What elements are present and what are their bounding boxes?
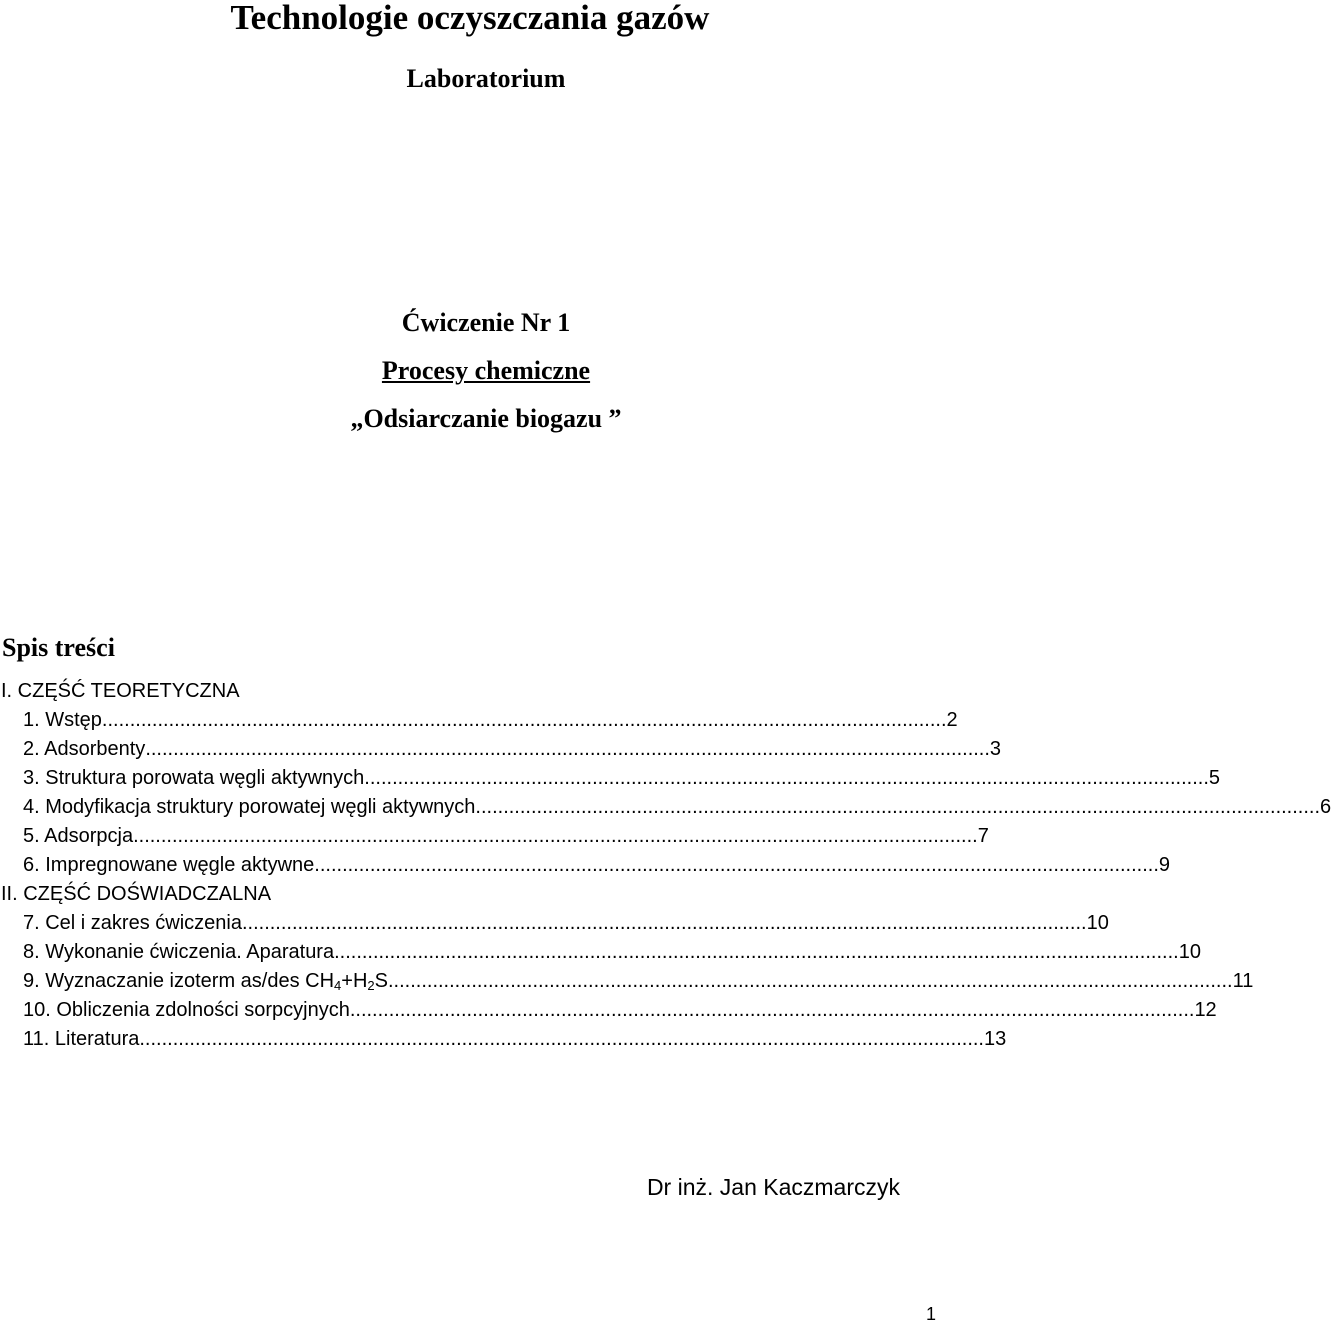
toc-entry[interactable] [23, 793, 1331, 822]
page-number: 1 [925, 1304, 936, 1324]
toc-entry-page: 5 [1208, 767, 1221, 789]
toc-entry-title: 3. Struktura porowata węgli aktywnych [23, 767, 365, 789]
toc-entry[interactable] [23, 909, 1109, 938]
toc-entry-title-prefix: 9. Wyznaczanie izoterm as/des CH [23, 970, 335, 992]
subscript-2: 2 [367, 978, 375, 993]
toc-leader-dots: ........................................................................................................................................................ [387, 970, 1233, 992]
toc-entry-page: 7 [977, 825, 989, 847]
toc-entry[interactable] [23, 822, 989, 851]
toc-entry-title: 4. Modyfikacja struktury porowatej węgli aktywnych [23, 796, 476, 818]
toc-leader-dots: ........................................................................................................................................................ [349, 999, 1195, 1021]
toc-entry-page: 9 [1158, 854, 1171, 876]
toc-entry-title: 5. Adsorpcja [23, 825, 134, 847]
toc-part-experimental: II. CZĘŚĆ DOŚWIADCZALNA [1, 883, 272, 905]
document-subtitle: Laboratorium [406, 64, 566, 93]
toc-entry-title: 11. Literatura [23, 1028, 140, 1050]
toc-entry-title: 10. Obliczenia zdolności sorpcyjnych [23, 999, 350, 1021]
toc-entry-page: 11 [1232, 970, 1254, 992]
exercise-number: Ćwiczenie Nr 1 [401, 308, 571, 337]
toc-entry-title: 6. Impregnowane węgle aktywne [23, 854, 315, 876]
toc-leader-dots: ........................................................................................................................................................ [139, 1028, 984, 1050]
toc-entry-title: 2. Adsorbenty [23, 738, 146, 760]
toc-entry-page: 6 [1320, 796, 1331, 818]
toc-entry-title [23, 967, 388, 996]
toc-entry[interactable] [23, 706, 958, 735]
toc-leader-dots: ........................................................................................................................................................ [364, 767, 1209, 789]
toc-entry[interactable] [23, 851, 1171, 880]
toc-entry-title: 7. Cel i zakres ćwiczenia [23, 912, 242, 934]
toc-entry-title: 8. Wykonanie ćwiczenia. Aparatura [23, 941, 335, 963]
toc-entry[interactable] [23, 1025, 1007, 1054]
author-name: Dr inż. Jan Kaczmarczyk [646, 1174, 900, 1200]
toc-heading: Spis treści [2, 633, 115, 662]
toc-leader-dots: ........................................................................................................................................................ [314, 854, 1159, 876]
toc-leader-dots: ........................................................................................................................................................ [241, 912, 1087, 934]
toc-entry-page: 12 [1194, 999, 1217, 1021]
toc-entry-title-plus: +H [341, 970, 368, 992]
document-title: Technologie oczyszczania gazów [230, 0, 710, 37]
toc-leader-dots: ........................................................................................................................................................ [475, 796, 1321, 818]
subscript-4: 4 [334, 978, 342, 993]
toc-entry[interactable] [23, 938, 1201, 967]
toc-entry-title-suffix: S [374, 970, 388, 992]
toc-leader-dots: ........................................................................................................................................................ [101, 709, 947, 731]
toc-entry-page: 2 [946, 709, 958, 731]
toc-entry-page: 3 [989, 738, 1002, 760]
toc-entry[interactable] [23, 996, 1217, 1025]
toc-leader-dots: ........................................................................................................................................................ [334, 941, 1179, 963]
toc-entry[interactable] [23, 735, 1002, 764]
toc-entry-page: 10 [1086, 912, 1109, 934]
toc-leader-dots: ........................................................................................................................................................ [145, 738, 990, 760]
toc-entry[interactable] [23, 967, 1254, 996]
toc-leader-dots: ........................................................................................................................................................ [133, 825, 978, 847]
toc-part-theory: I. CZĘŚĆ TEORETYCZNA [1, 680, 240, 702]
exercise-topic: Procesy chemiczne [381, 356, 591, 385]
toc-entry-page: 10 [1178, 941, 1201, 963]
toc-entry-page: 13 [983, 1028, 1007, 1050]
toc-entry-title: 1. Wstęp [23, 709, 102, 731]
toc-entry[interactable] [23, 764, 1221, 793]
exercise-title: „Odsiarczanie biogazu ” [350, 404, 622, 433]
